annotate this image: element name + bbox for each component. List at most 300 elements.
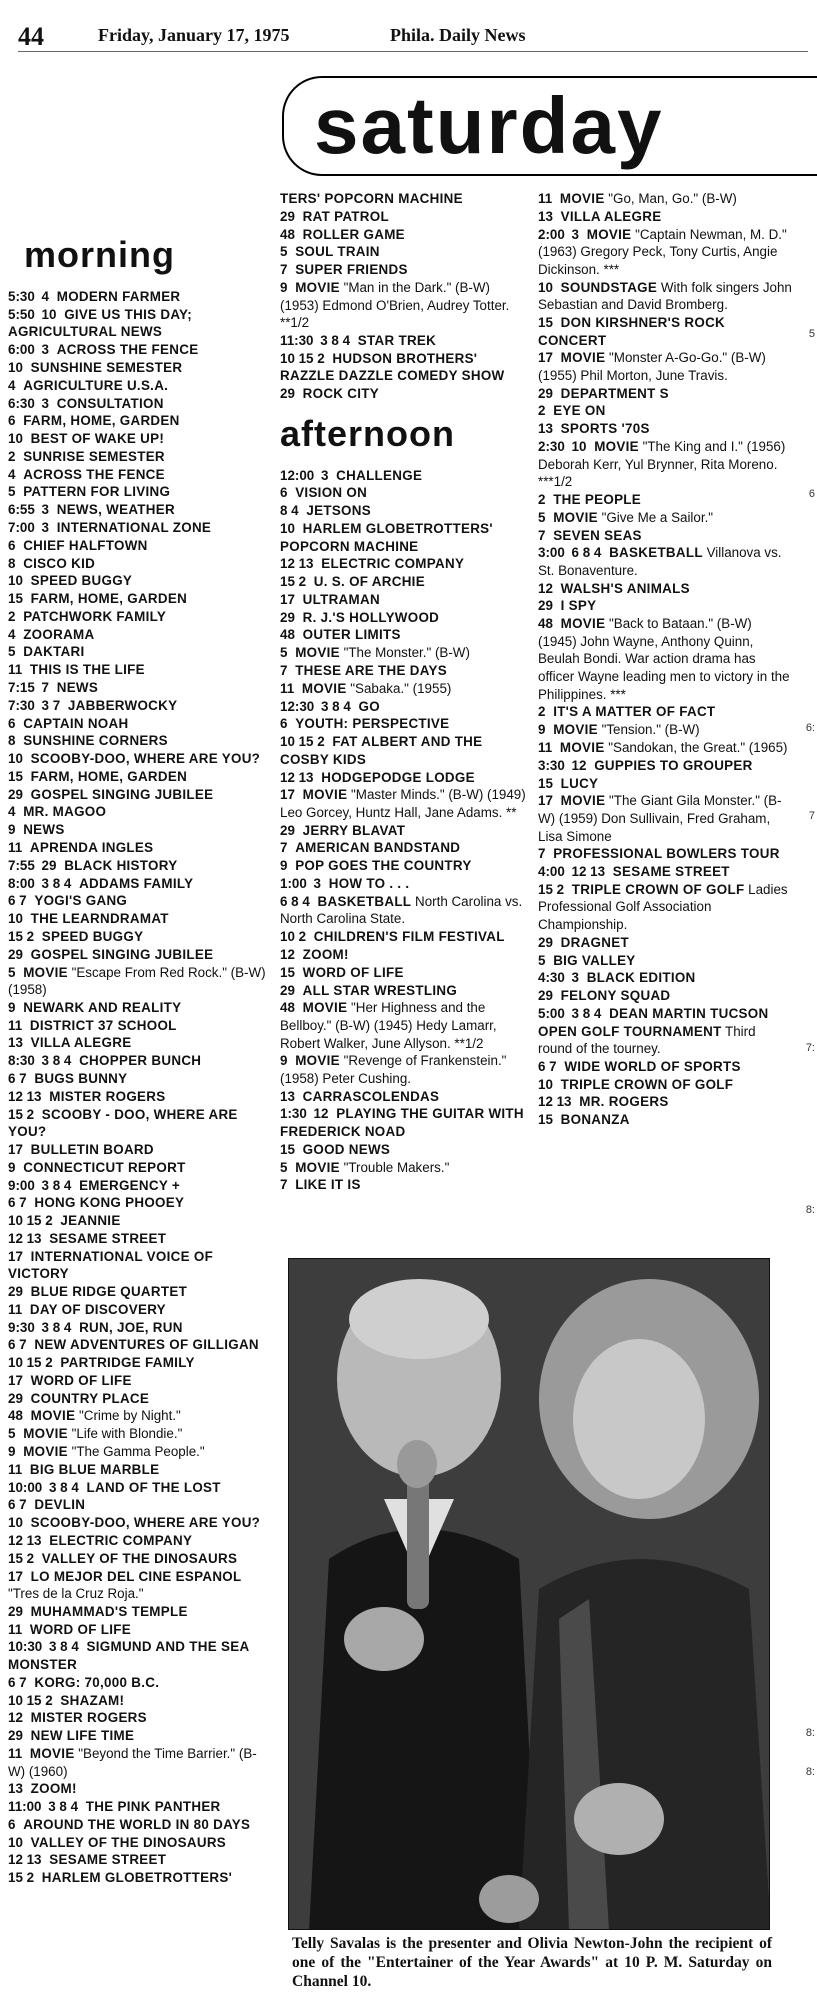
- listing-name: JETSONS: [306, 503, 371, 519]
- afternoon-listings: [280, 467, 530, 1194]
- listing-channel: 6 7: [8, 1195, 27, 1211]
- listing-desc: North Carolina vs. North Carolina State.: [280, 893, 523, 927]
- listing-channel: 13: [8, 1035, 23, 1051]
- listing-name: MOVIE: [23, 1444, 68, 1460]
- listing-entry: [280, 999, 530, 1052]
- listing-time: 3:00: [538, 545, 565, 561]
- listing-entry: [280, 626, 530, 644]
- listing-name: ELECTRIC COMPANY: [49, 1532, 193, 1548]
- listing-time: 4:30: [538, 970, 565, 986]
- listing-channel: 2: [8, 448, 16, 464]
- listing-desc: "Master Minds." (B-W) (1949) Leo Gorcey, Huntz Hall, Jane Adams. **: [280, 787, 526, 820]
- listing-entry: [8, 786, 268, 804]
- listing-channel: 29: [538, 598, 553, 614]
- listing-channel: 2: [538, 491, 546, 507]
- listing-entry: [538, 775, 793, 793]
- listing-name: MOVIE: [302, 1000, 348, 1016]
- listing-name: FAT ALBERT AND THE COSBY KIDS: [280, 734, 483, 767]
- listing-channel: 11: [538, 191, 553, 206]
- listing-entry: [8, 1496, 268, 1514]
- listing-channel: 29: [280, 822, 295, 838]
- listing-channel: 3 8 4: [41, 1177, 72, 1193]
- listing-name: TRIPLE CROWN OF GOLF: [571, 881, 745, 897]
- listing-name: CHALLENGE: [336, 467, 423, 483]
- listing-channel: 5: [538, 509, 546, 525]
- listing-channel: 12 13: [8, 1532, 42, 1548]
- listing-name: SOUL TRAIN: [295, 244, 380, 260]
- listing-name: SCOOBY-DOO, WHERE ARE YOU?: [30, 1515, 261, 1531]
- listing-entry: [8, 1692, 268, 1710]
- listing-entry: [8, 732, 268, 750]
- listing-entry: [8, 448, 268, 466]
- listing-name: VALLEY OF THE DINOSAURS: [41, 1550, 238, 1566]
- listing-name: HARLEM GLOBETROTTERS': [41, 1870, 233, 1886]
- listing-channel: 3: [571, 226, 579, 242]
- listing-channel: 11: [538, 739, 553, 755]
- listing-name: BEST OF WAKE UP!: [30, 431, 165, 447]
- listing-channel: 10: [8, 359, 23, 375]
- listing-entry: [538, 934, 793, 952]
- listing-name: SPEED BUGGY: [41, 928, 144, 944]
- listing-channel: 6 7: [8, 893, 27, 909]
- listing-entry: [8, 1869, 268, 1887]
- listing-name: YOUTH: PERSPECTIVE: [295, 716, 450, 732]
- listing-desc: "Man in the Dark." (B-W) (1953) Edmond O'Brien, Audrey Totter. **1/2: [280, 279, 510, 331]
- edge-mark: 7:: [805, 1042, 815, 1054]
- listing-name: VISION ON: [295, 485, 368, 501]
- listing-entry: [280, 243, 530, 261]
- listing-name: PARTRIDGE FAMILY: [60, 1355, 195, 1371]
- listing-channel: 4: [8, 466, 16, 482]
- listing-name: GOOD NEWS: [302, 1141, 391, 1157]
- listing-desc: "Sandokan, the Great." (1965): [608, 739, 788, 755]
- listing-desc: "Beyond the Time Barrier." (B-W) (1960): [8, 1745, 257, 1779]
- listing-name: SHAZAM!: [60, 1692, 125, 1708]
- listing-channel: 15 2: [280, 574, 307, 590]
- listing-channel: 10: [8, 431, 23, 447]
- listing-name: ROLLER GAME: [302, 226, 405, 242]
- listing-name: MOVIE: [559, 191, 605, 206]
- listing-time: 9:00: [8, 1177, 35, 1193]
- listing-channel: 11: [280, 680, 295, 696]
- listing-channel: 4: [8, 626, 16, 642]
- listing-entry: [280, 715, 530, 733]
- listing-entry: [8, 608, 268, 626]
- listing-name: MR. MAGOO: [23, 804, 107, 820]
- listing-name: DON KIRSHNER'S ROCK CONCERT: [538, 314, 726, 348]
- listing-entry: [8, 395, 268, 413]
- listing-channel: 6 7: [8, 1674, 27, 1690]
- listing-name: ACROSS THE FENCE: [56, 342, 199, 358]
- column-right: [538, 190, 793, 1129]
- listing-name: BIG BLUE MARBLE: [29, 1461, 160, 1477]
- listing-entry: [280, 502, 530, 520]
- listing-channel: 29: [8, 786, 23, 802]
- listing-channel: 15: [538, 1112, 553, 1128]
- listing-name: NEWS, WEATHER: [56, 502, 175, 518]
- listing-channel: 13: [538, 421, 553, 437]
- listing-name: FARM, HOME, GARDEN: [23, 413, 180, 429]
- listing-entry: [8, 306, 268, 341]
- listing-name: GUPPIES TO GROUPER: [594, 757, 753, 773]
- listing-name: JABBERWOCKY: [67, 697, 178, 713]
- listing-channel: 10: [8, 1515, 23, 1531]
- listing-channel: 7: [280, 262, 288, 278]
- listing-channel: 7: [280, 840, 288, 856]
- listing-name: GOSPEL SINGING JUBILEE: [30, 946, 214, 962]
- listing-entry: [538, 438, 793, 491]
- listing-entry: [280, 332, 530, 350]
- listing-channel: 3 7: [41, 697, 61, 713]
- listing-name: WIDE WORLD OF SPORTS: [564, 1058, 741, 1074]
- listing-channel: 11: [8, 1301, 23, 1317]
- listing-channel: 6 7: [538, 1058, 557, 1074]
- listing-entry: [538, 509, 793, 527]
- listing-name: ULTRAMAN: [302, 591, 380, 607]
- listing-entry: [8, 1301, 268, 1319]
- edge-mark: 6:: [805, 722, 815, 734]
- listing-name: HOW TO . . .: [328, 876, 410, 892]
- listing-entry: [8, 892, 268, 910]
- listing-entry: [8, 1780, 268, 1798]
- listing-name: THESE ARE THE DAYS: [295, 663, 447, 679]
- listing-entry: [280, 839, 530, 857]
- listing-entry: [8, 1283, 268, 1301]
- listing-channel: 15 2: [8, 1106, 35, 1122]
- listing-name: HUDSON BROTHERS' RAZZLE DAZZLE COMEDY SHOW: [280, 350, 505, 384]
- listing-name: GIVE US THIS DAY; AGRICULTURAL NEWS: [8, 306, 193, 340]
- listing-name: EYE ON: [553, 403, 606, 419]
- listing-channel: 5: [8, 644, 16, 660]
- listing-name: R. J.'S HOLLYWOOD: [302, 609, 440, 625]
- listing-channel: 13: [280, 1088, 295, 1104]
- listing-entry: [538, 881, 793, 934]
- listing-entry: [280, 609, 530, 627]
- listing-channel: 2: [538, 704, 546, 720]
- listing-channel: 29: [538, 934, 553, 950]
- listing-channel: 15: [538, 314, 553, 330]
- listing-channel: 8 4: [280, 503, 299, 519]
- listing-entry: [8, 1336, 268, 1354]
- listing-channel: 8: [8, 555, 16, 571]
- listing-name: DEPARTMENT S: [560, 385, 669, 401]
- listing-entry: [280, 208, 530, 226]
- listing-entry: [8, 1088, 268, 1106]
- listing-time: 1:00: [280, 876, 307, 892]
- listing-channel: 29: [8, 1728, 23, 1744]
- listing-channel: 3 8 4: [48, 1639, 79, 1655]
- listing-name: U. S. OF ARCHIE: [313, 574, 425, 590]
- listing-channel: 10: [538, 279, 553, 295]
- listing-channel: 15: [280, 964, 295, 980]
- listing-entry: [8, 928, 268, 946]
- listing-entry: [538, 757, 793, 775]
- listing-name: CISCO KID: [23, 555, 96, 571]
- listing-name: BIG VALLEY: [553, 952, 636, 968]
- listing-name: EMERGENCY +: [79, 1177, 180, 1193]
- listing-channel: 2: [8, 608, 16, 624]
- celebrity-photo: [288, 1258, 770, 1930]
- listing-entry: [280, 662, 530, 680]
- listing-channel: 11: [8, 1621, 23, 1637]
- listing-entry: [280, 279, 530, 332]
- listing-name: DEVLIN: [34, 1497, 86, 1513]
- listing-entry: [8, 1212, 268, 1230]
- listing-name: MUHAMMAD'S TEMPLE: [30, 1603, 188, 1619]
- listing-channel: 15 2: [8, 1550, 35, 1566]
- listing-entry: [280, 350, 530, 385]
- listing-name: COUNTRY PLACE: [30, 1390, 150, 1406]
- listing-name: THE LEARNDRAMAT: [30, 911, 169, 927]
- listing-channel: 12 13: [571, 864, 606, 880]
- listing-name: TRIPLE CROWN OF GOLF: [560, 1076, 734, 1092]
- listing-channel: 10: [8, 1834, 23, 1850]
- listing-time: 5:30: [8, 289, 35, 304]
- listing-entry: [538, 491, 793, 509]
- listing-entry: [280, 520, 530, 555]
- listing-channel: 48: [8, 1408, 23, 1424]
- listing-name: SESAME STREET: [612, 864, 730, 880]
- listing-channel: 3 8 4: [41, 1053, 72, 1069]
- listing-entry: [538, 580, 793, 598]
- listing-entry: [8, 1851, 268, 1869]
- listing-entry: [8, 1141, 268, 1159]
- listing-channel: 10: [8, 911, 23, 927]
- listing-entry: [538, 402, 793, 420]
- listing-name: VILLA ALEGRE: [30, 1035, 132, 1051]
- listing-channel: 6 7: [8, 1497, 27, 1513]
- listing-channel: 6: [280, 716, 288, 732]
- listing-channel: 12: [538, 580, 553, 596]
- edge-mark: 8:: [805, 1766, 815, 1778]
- listing-entry: [8, 1568, 268, 1603]
- listing-channel: 6: [8, 413, 16, 429]
- listing-name: MOVIE: [295, 1053, 340, 1069]
- listing-name: IT'S A MATTER OF FACT: [553, 704, 716, 720]
- listing-desc: With folk singers John Sebastian and David Bromberg.: [538, 279, 792, 313]
- listing-name: MISTER ROGERS: [49, 1088, 166, 1104]
- listing-time: 11:00: [8, 1799, 42, 1815]
- listing-channel: 6 8 4: [571, 545, 602, 561]
- listing-time: 10:30: [8, 1639, 43, 1655]
- listing-name: HONG KONG PHOOEY: [34, 1195, 185, 1211]
- listing-time: 2:30: [538, 439, 565, 454]
- listing-entry: [538, 703, 793, 721]
- listing-channel: 29: [41, 857, 57, 873]
- listing-entry: [280, 1141, 530, 1159]
- listing-desc: "Monster A-Go-Go." (B-W) (1955) Phil Morton, June Travis.: [538, 350, 766, 383]
- listing-name: DAKTARI: [23, 644, 85, 660]
- listing-channel: 29: [280, 386, 295, 402]
- listing-channel: 6: [8, 1816, 16, 1832]
- listing-channel: 29: [538, 385, 553, 401]
- listing-channel: 17: [8, 1372, 23, 1388]
- listing-channel: 3 8 4: [320, 698, 351, 714]
- listing-entry: [8, 964, 268, 999]
- listing-name: MOVIE: [301, 680, 347, 696]
- listing-entry: [8, 430, 268, 448]
- listing-name: MOVIE: [560, 793, 606, 809]
- listing-channel: 17: [538, 350, 553, 366]
- listing-entry: [8, 1070, 268, 1088]
- listing-desc: "Trouble Makers.": [343, 1159, 450, 1175]
- listing-channel: 29: [8, 1390, 23, 1406]
- listing-channel: 3 8 4: [48, 1479, 79, 1495]
- listing-name: WORD OF LIFE: [30, 1372, 132, 1388]
- listing-entry: [280, 190, 530, 208]
- listing-channel: 7: [538, 527, 546, 543]
- listing-channel: 17: [8, 1248, 23, 1264]
- listing-name: LAND OF THE LOST: [86, 1479, 221, 1495]
- listing-entry: [8, 1745, 268, 1780]
- listing-channel: 15: [538, 775, 553, 791]
- listing-desc: "Crime by Night.": [79, 1408, 181, 1424]
- listing-channel: 4: [8, 377, 16, 393]
- listing-entry: [8, 501, 268, 519]
- listing-entry: [538, 969, 793, 987]
- listing-channel: 2: [538, 403, 546, 419]
- column-morning: [8, 236, 268, 1887]
- listing-time: 4:00: [538, 864, 565, 880]
- listing-entry: [8, 1159, 268, 1177]
- listing-channel: 3 8 4: [320, 332, 351, 348]
- listing-channel: 10 15 2: [8, 1355, 53, 1371]
- listing-entry: [8, 1052, 268, 1070]
- listing-name: BULLETIN BOARD: [30, 1141, 154, 1157]
- listing-time: 11:30: [280, 332, 314, 348]
- listing-channel: 9: [8, 1444, 16, 1460]
- listing-name: PLAYING THE GUITAR WITH FREDERICK NOAD: [280, 1106, 524, 1140]
- listing-name: CAPTAIN NOAH: [23, 715, 129, 731]
- listing-channel: 11: [8, 1461, 23, 1477]
- listing-channel: 5: [280, 244, 288, 260]
- listing-name: FARM, HOME, GARDEN: [30, 768, 188, 784]
- listing-channel: 9: [280, 1053, 288, 1069]
- listing-entry: [8, 1230, 268, 1248]
- listing-name: BLACK HISTORY: [64, 857, 178, 873]
- listing-channel: 10 15 2: [8, 1213, 53, 1229]
- listing-entry: [8, 1816, 268, 1834]
- listing-channel: 29: [8, 1284, 23, 1299]
- listing-name: WORD OF LIFE: [29, 1621, 131, 1637]
- listing-name: ROCK CITY: [302, 386, 379, 402]
- listing-name: SEVEN SEAS: [553, 527, 642, 543]
- listing-desc: "Tension." (B-W): [601, 722, 700, 738]
- afternoon-heading: afternoon: [280, 412, 455, 454]
- listing-entry: [280, 857, 530, 875]
- listing-entry: [8, 1621, 268, 1639]
- newspaper-name: Phila. Daily News: [390, 25, 526, 45]
- listing-channel: 11: [8, 662, 23, 678]
- listing-channel: 3: [41, 502, 49, 518]
- listing-entry: [8, 341, 268, 359]
- listing-channel: 3: [571, 970, 579, 986]
- listing-entry: [538, 739, 793, 757]
- listing-desc: "Tres de la Cruz Roja.": [8, 1586, 144, 1602]
- listing-desc: "Life with Blondie.": [71, 1426, 183, 1442]
- listing-entry: [538, 314, 793, 349]
- listing-entry: [8, 466, 268, 484]
- listing-entry: [538, 863, 793, 881]
- listing-name: OUTER LIMITS: [302, 627, 401, 643]
- listing-entry: [8, 288, 268, 306]
- listing-name: MOVIE: [553, 722, 598, 738]
- photo-illustration: [289, 1259, 770, 1930]
- listing-channel: 5: [8, 1426, 16, 1442]
- listing-entry: [8, 821, 268, 839]
- listing-entry: [8, 768, 268, 786]
- listing-entry: [8, 1443, 268, 1461]
- listing-channel: 29: [280, 609, 295, 625]
- listing-name: SPEED BUGGY: [30, 573, 133, 589]
- listing-desc: "The Giant Gila Monster." (B-W) (1959) Don Sullivain, Fred Graham, Lisa Simone: [538, 793, 782, 844]
- listing-name: CONNECTICUT REPORT: [23, 1159, 186, 1175]
- listing-name: SUNSHINE CORNERS: [23, 733, 168, 749]
- listing-name: MOVIE: [302, 787, 348, 803]
- listing-channel: 10: [41, 306, 57, 322]
- listing-entry: [8, 679, 268, 697]
- listing-channel: 12 13: [538, 1094, 572, 1110]
- listing-entry: [280, 769, 530, 787]
- listing-entry: [538, 792, 793, 845]
- listing-name: THE PINK PANTHER: [85, 1799, 221, 1815]
- morning-heading: morning: [24, 234, 175, 275]
- morning-listings: [8, 288, 268, 1887]
- listing-entry: [280, 822, 530, 840]
- listing-name: SUNSHINE SEMESTER: [30, 359, 183, 375]
- listing-channel: 10: [538, 1076, 553, 1092]
- listing-entry: [280, 261, 530, 279]
- listing-name: PROFESSIONAL BOWLERS TOUR: [553, 846, 780, 862]
- page-number: 44: [18, 22, 44, 51]
- listing-channel: 12 13: [8, 1852, 42, 1868]
- listing-desc: "The Monster." (B-W): [343, 645, 470, 661]
- listing-name: CHILDREN'S FILM FESTIVAL: [313, 929, 505, 945]
- listing-entry: [8, 590, 268, 608]
- listing-name: SOUNDSTAGE: [560, 279, 658, 295]
- listing-channel: 48: [538, 616, 553, 632]
- listing-entry: [8, 626, 268, 644]
- listing-name: CHIEF HALFTOWN: [23, 537, 148, 553]
- listing-channel: 8: [8, 733, 16, 749]
- listing-channel: 4: [41, 289, 49, 304]
- listing-entry: [280, 1176, 530, 1194]
- listing-name: I SPY: [560, 598, 597, 614]
- listing-channel: 12: [313, 1106, 329, 1122]
- listing-entry: [538, 952, 793, 970]
- listing-channel: 10: [8, 751, 23, 767]
- listing-channel: 15: [280, 1141, 295, 1157]
- listing-channel: 29: [280, 208, 295, 224]
- listing-channel: 10: [280, 520, 295, 536]
- listing-name: LO MEJOR DEL CINE ESPANOL: [30, 1568, 242, 1584]
- listing-name: BLACK EDITION: [586, 970, 696, 986]
- listing-name: TERS' POPCORN MACHINE: [280, 191, 463, 206]
- listing-channel: 5: [8, 484, 16, 500]
- listing-name: AGRICULTURE U.S.A.: [23, 377, 169, 393]
- listing-channel: 11: [8, 1745, 23, 1761]
- listing-entry: [280, 786, 530, 821]
- listing-name: MOVIE: [29, 1745, 75, 1761]
- listing-entry: [8, 412, 268, 430]
- listing-entry: [8, 661, 268, 679]
- listing-entry: [280, 1088, 530, 1106]
- listing-desc: "Revenge of Frankenstein." (1958) Peter Cushing.: [280, 1053, 507, 1086]
- listing-channel: 7: [280, 663, 288, 679]
- listing-name: MOVIE: [23, 1426, 68, 1442]
- listing-entry: [8, 1514, 268, 1532]
- listing-channel: 11: [8, 840, 23, 856]
